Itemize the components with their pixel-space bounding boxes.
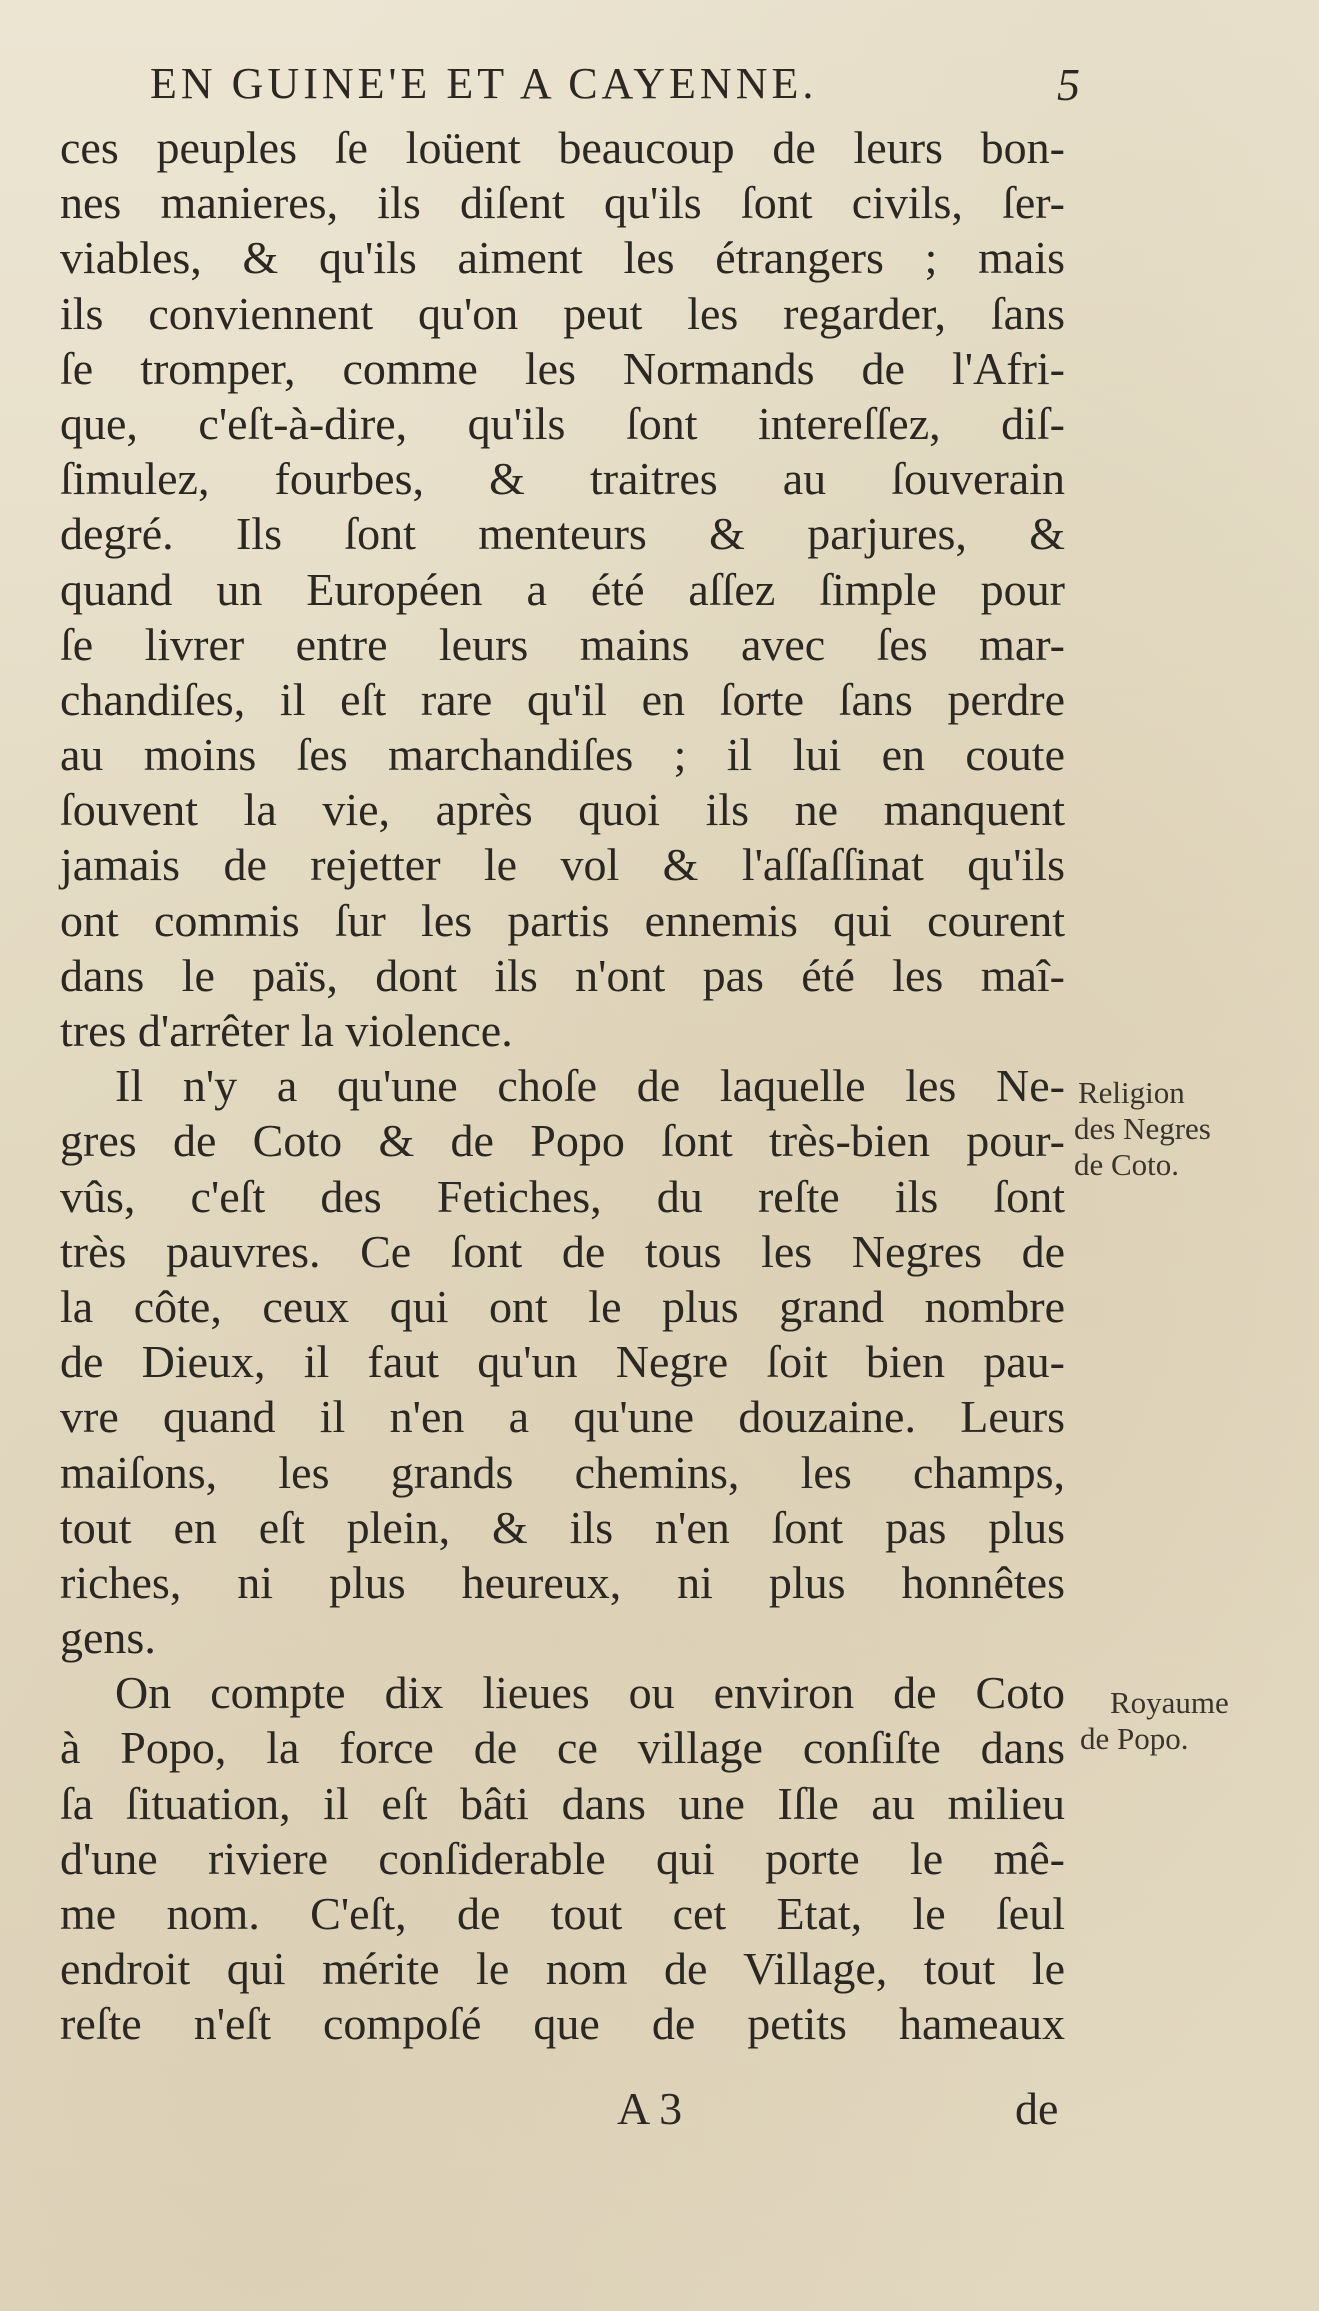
text-line: ſimulez, fourbes, & traitres au ſouverain [60, 453, 1065, 505]
running-head [150, 58, 1080, 118]
text-line: gens. [60, 1612, 156, 1664]
text-line: nes manieres, ils diſent qu'ils ſont civils, ſer- [60, 177, 1065, 229]
text-line: degré. Ils ſont menteurs & parjures, & [60, 508, 1065, 560]
text-line: la côte, ceux qui ont le plus grand nombre [60, 1280, 1065, 1332]
text-line: chandiſes, il eſt rare qu'il en ſorte ſans perdre [60, 673, 1065, 725]
text-line: ont commis ſur les partis ennemis qui courent [60, 894, 1065, 946]
page-number: 5 [1057, 59, 1080, 110]
margin-note-line: des Negres [1074, 1111, 1211, 1146]
text-line: ils conviennent qu'on peut les regarder, ſans [60, 287, 1065, 339]
text-line: jamais de rejetter le vol & l'aſſaſſinat qu'ils [60, 839, 1065, 891]
text-line: à Popo, la force de ce village conſiſte dans [60, 1722, 1065, 1774]
page-footer [0, 2082, 1319, 2142]
text-line: tout en eſt plein, & ils n'en ſont pas plus [60, 1501, 1065, 1553]
text-line: ſa ſituation, il eſt bâti dans une Iſle au milieu [60, 1777, 1065, 1829]
running-title: EN GUINE'E ET A CAYENNE. [150, 59, 818, 108]
margin-note-religion [1074, 1075, 1211, 1183]
text-line: dans le païs, dont ils n'ont pas été les maî- [60, 949, 1065, 1001]
text-line: ſouvent la vie, après quoi ils ne manquent [60, 784, 1065, 836]
text-line: endroit qui mérite le nom de Village, tout le [60, 1943, 1065, 1995]
catchword: de [1015, 2083, 1059, 2134]
text-line: me nom. C'eſt, de tout cet Etat, le ſeul [60, 1888, 1065, 1939]
text-line: tres d'arrêter la violence. [60, 1005, 513, 1056]
text-line: Il n'y a qu'une choſe de laquelle les Ne- [115, 1060, 1065, 1112]
signature-mark: A 3 [617, 2083, 683, 2134]
text-line: riches, ni plus heureux, ni plus honnêtes [60, 1556, 1065, 1608]
text-line: ces peuples ſe loüent beaucoup de leurs bon- [60, 122, 1065, 173]
text-line: ſe tromper, comme les Normands de l'Afri- [60, 342, 1065, 394]
text-line: très pauvres. Ce ſont de tous les Negres de [60, 1225, 1065, 1277]
text-line: que, c'eſt-à-dire, qu'ils ſont intereſſez, diſ- [60, 397, 1065, 449]
text-line: vre quand il n'en a qu'une douzaine. Leurs [60, 1391, 1065, 1443]
text-line: On compte dix lieues ou environ de Coto [115, 1667, 1065, 1719]
text-line: gres de Coto & de Popo ſont très-bien pour- [60, 1115, 1065, 1167]
text-line: ſe livrer entre leurs mains avec ſes mar- [60, 618, 1065, 670]
margin-note-royaume [1080, 1685, 1229, 1757]
margin-note-line: de Popo. [1080, 1721, 1189, 1756]
margin-note-line: Royaume [1110, 1685, 1229, 1720]
text-line: maiſons, les grands chemins, les champs, [60, 1446, 1065, 1498]
text-line: viables, & qu'ils aiment les étrangers ; mais [60, 232, 1065, 284]
body-text [60, 120, 1065, 2052]
text-line: reſte n'eſt compoſé que de petits hameaux [60, 1998, 1065, 2050]
margin-note-line: Religion [1078, 1075, 1185, 1110]
margin-note-line: de Coto. [1074, 1147, 1180, 1182]
text-line: quand un Européen a été aſſez ſimple pour [60, 563, 1065, 615]
text-line: vûs, c'eſt des Fetiches, du reſte ils ſont [60, 1170, 1065, 1222]
text-line: de Dieux, il faut qu'un Negre ſoit bien pau- [60, 1336, 1065, 1388]
text-line: au moins ſes marchandiſes ; il lui en coute [60, 729, 1065, 781]
text-line: d'une riviere conſiderable qui porte le mê- [60, 1832, 1065, 1884]
